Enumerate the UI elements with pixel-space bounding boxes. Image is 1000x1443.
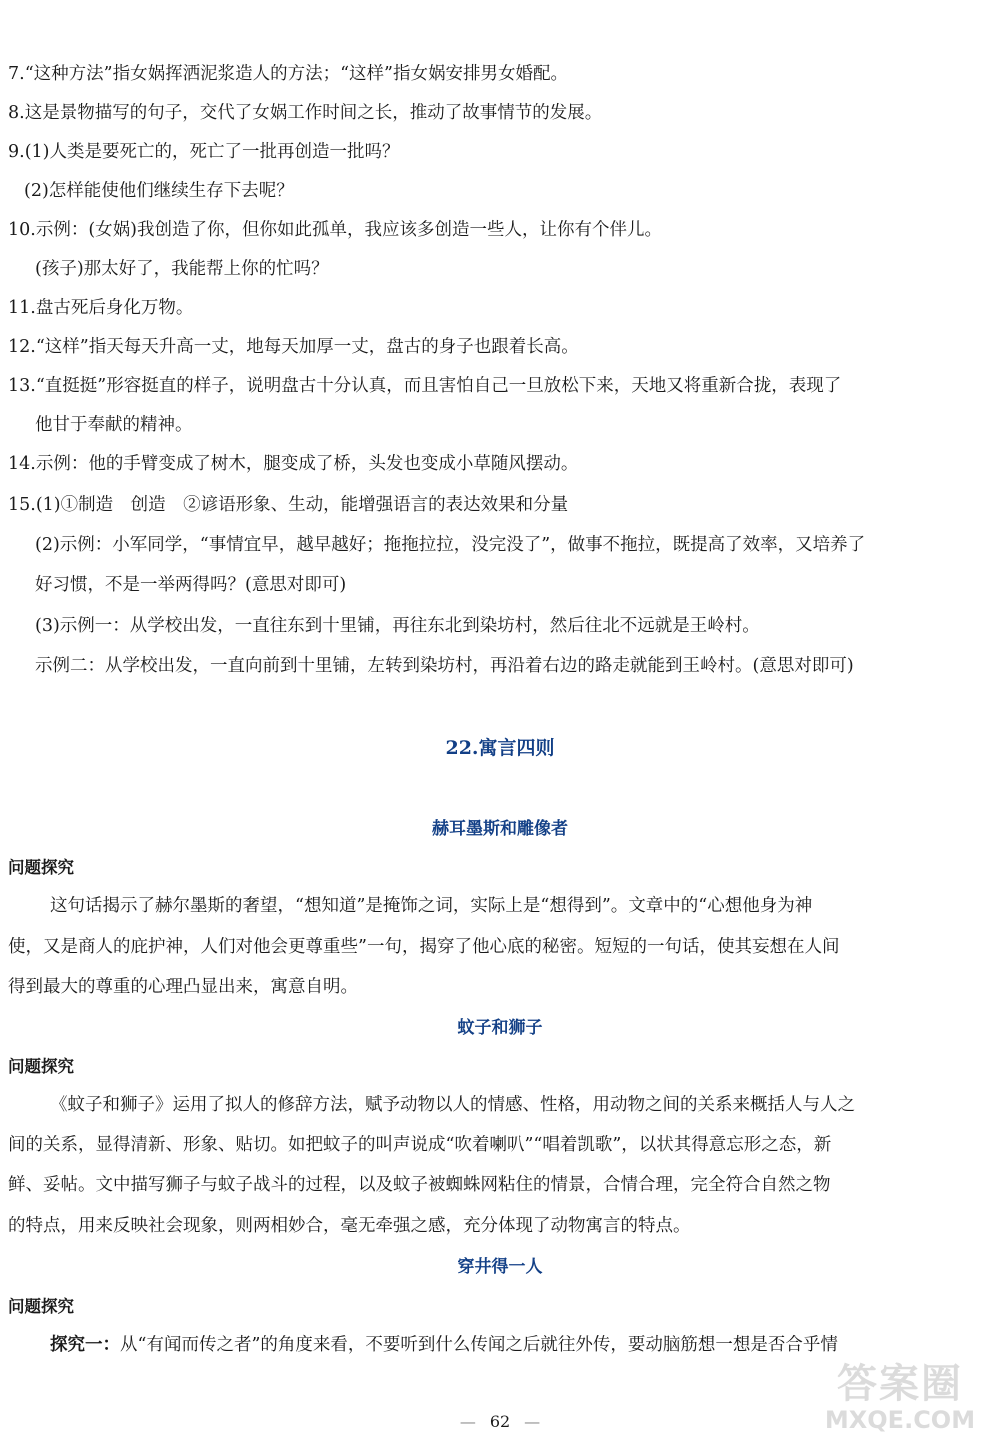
answer-line-15-2-cont: 好习惯，不是一举两得吗？(意思对即可) xyxy=(35,575,347,595)
section-mosquito-line: 《蚊子和狮子》运用了拟人的修辞方法，赋予动物以人的情感、性格，用动物之间的关系来概括人与人之 xyxy=(50,1095,855,1115)
answer-line-13: 13.“直挺挺”形容挺直的样子，说明盘古十分认真，而且害怕自己一旦放松下来，天地又将重新合拢，表现了 xyxy=(8,376,842,396)
section-hermes-line: 使，又是商人的庇护神，人们对他会更尊重些”一句，揭穿了他心底的秘密。短短的一句话，使其妄想在人间 xyxy=(8,937,840,957)
answer-line-13-cont: 他甘于奉献的精神。 xyxy=(35,415,193,435)
section-mosquito-line: 鲜、妥帖。文中描写狮子与蚊子战斗的过程，以及蚊子被蜘蛛网粘住的情景，合情合理，完全符合自然之物 xyxy=(8,1175,831,1195)
section-label-well: 问题探究 xyxy=(8,1297,74,1316)
section-label-hermes: 问题探究 xyxy=(8,858,74,877)
section-label-mosquito: 问题探究 xyxy=(8,1057,74,1076)
section-title-well: 穿井得一人 xyxy=(457,1257,543,1277)
watermark-url: MXQE.COM xyxy=(824,1406,976,1434)
answer-line-15-1: 15.(1)①制造 创造 ②谚语形象、生动，能增强语言的表达效果和分量 xyxy=(8,495,569,515)
section-mosquito-line: 的特点，用来反映社会现象，则两相妙合，毫无牵强之感，充分体现了动物寓言的特点。 xyxy=(8,1216,691,1236)
answer-line-11: 11.盘古死后身化万物。 xyxy=(8,298,194,318)
section-title-mosquito: 蚊子和狮子 xyxy=(457,1018,543,1038)
section-mosquito-line: 间的关系，显得清新、形象、贴切。如把蚊子的叫声说成“吹着喇叭”“唱着凯歌”，以状其得意忘形之态，新 xyxy=(8,1135,832,1155)
chapter-title: 22.寓言四则 xyxy=(445,737,555,759)
page-number-value: 62 xyxy=(489,1412,511,1431)
answer-line-15-2: (2)示例：小军同学，“事情宜早，越早越好；拖拖拉拉，没完没了”，做事不拖拉，既提高了效率，又培养了 xyxy=(35,535,866,555)
answer-line-9-1: 9.(1)人类是要死亡的，死亡了一批再创造一批吗？ xyxy=(8,142,400,162)
section-hermes-line: 这句话揭示了赫尔墨斯的奢望，“想知道”是掩饰之词，实际上是“想得到”。文章中的“心想他身为神 xyxy=(50,896,813,916)
section-title-hermes: 赫耳墨斯和雕像者 xyxy=(432,819,568,839)
answer-line-14: 14.示例：他的手臂变成了树木，腿变成了桥，头发也变成小草随风摆动。 xyxy=(8,454,579,474)
section-hermes-line: 得到最大的尊重的心理凸显出来，寓意自明。 xyxy=(8,977,358,997)
answer-line-7: 7.“这种方法”指女娲挥洒泥浆造人的方法；“这样”指女娲安排男女婚配。 xyxy=(8,64,568,84)
answer-line-10-child: (孩子)那太好了，我能帮上你的忙吗？ xyxy=(35,259,329,279)
answer-line-15-3-b: 示例二：从学校出发，一直向前到十里铺，左转到染坊村，再沿着右边的路走就能到王岭村。(意思对即可) xyxy=(35,656,854,676)
answer-line-12: 12.“这样”指天每天升高一丈，地每天加厚一丈，盘古的身子也跟着长高。 xyxy=(8,337,579,357)
answer-line-10: 10.示例：(女娲)我创造了你，但你如此孤单，我应该多创造一些人，让你有个伴儿。 xyxy=(8,220,662,240)
section-well-explore-line xyxy=(50,1333,838,1357)
watermark-logo-text: 答案圈 xyxy=(837,1360,963,1407)
explore-prefix: 探究一： xyxy=(50,1335,120,1355)
watermark xyxy=(805,1352,995,1438)
answer-line-9-2: (2)怎样能使他们继续生存下去呢？ xyxy=(24,181,294,201)
dash-divider: — xyxy=(459,1412,476,1431)
dash-divider: — xyxy=(524,1412,541,1431)
answer-line-8: 8.这是景物描写的句子，交代了女娲工作时间之长，推动了故事情节的发展。 xyxy=(8,103,603,123)
explore-text: 从“有闻而传之者”的角度来看，不要听到什么传闻之后就往外传，要动脑筋想一想是否合乎情 xyxy=(120,1335,838,1355)
answer-line-15-3-a: (3)示例一：从学校出发，一直往东到十里铺，再往东北到染坊村，然后往北不远就是王岭村。 xyxy=(35,616,760,636)
